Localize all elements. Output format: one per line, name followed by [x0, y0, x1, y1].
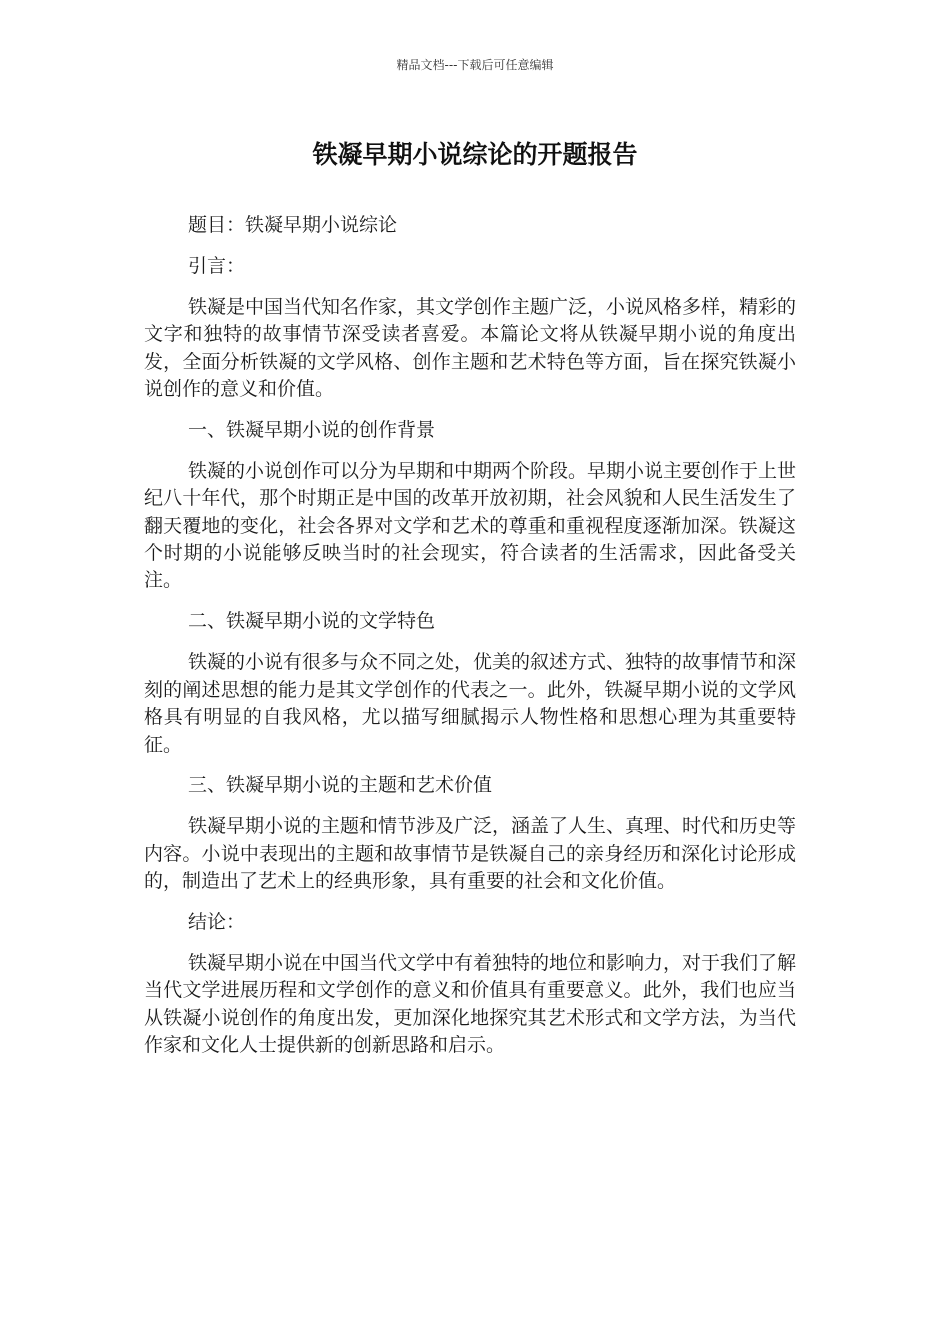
section-heading-1: 一、铁凝早期小说的创作背景 [188, 418, 436, 441]
conclusion-paragraph: 铁凝早期小说在中国当代文学中有着独特的地位和影响力，对于我们了解当代文学进展历程和文学创作的意义和价值具有重要意义。此外，我们也应当从铁凝小说创作的角度出发，更加深化地探究其艺术形式和文学方法，为当代作家和文化人士提供新的创新思路和启示。 [144, 951, 797, 1057]
section-paragraph-3: 铁凝早期小说的主题和情节涉及广泛，涵盖了人生、真理、时代和历史等内容。小说中表现出的主题和故事情节是铁凝自己的亲身经历和深化讨论形成的，制造出了艺术上的经典形象，具有重要的社会和文化价值。 [144, 815, 797, 893]
document-body [144, 212, 796, 1073]
intro-heading: 引言： [188, 254, 246, 277]
header-note: 精品文档---下载后可任意编辑 [396, 58, 554, 72]
topic-line: 题目：铁凝早期小说综论 [188, 214, 398, 236]
intro-paragraph: 铁凝是中国当代知名作家，其文学创作主题广泛，小说风格多样，精彩的文字和独特的故事情节深受读者喜爱。本篇论文将从铁凝早期小说的角度出发，全面分析铁凝的文学风格、创作主题和艺术特色等方面，旨在探究铁凝小说创作的意义和价值。 [144, 295, 797, 401]
conclusion-heading: 结论： [188, 911, 246, 934]
section-paragraph-2: 铁凝的小说有很多与众不同之处，优美的叙述方式、独特的故事情节和深刻的阐述思想的能力是其文学创作的代表之一。此外，铁凝早期小说的文学风格具有明显的自我风格，尤以描写细腻揭示人物性格和思想心理为其重要特征。 [144, 651, 797, 756]
section-heading-3: 三、铁凝早期小说的主题和艺术价值 [188, 774, 493, 797]
section-heading-2: 二、铁凝早期小说的文学特色 [188, 610, 436, 633]
document-title: 铁凝早期小说综论的开题报告 [312, 140, 638, 169]
section-paragraph-1: 铁凝的小说创作可以分为早期和中期两个阶段。早期小说主要创作于上世纪八十年代，那个时期正是中国的改革开放初期，社会风貌和人民生活发生了翻天覆地的变化，社会各界对文学和艺术的尊重和重视程度逐渐加深。铁凝这个时期的小说能够反映当时的社会现实，符合读者的生活需求，因此备受关注。 [144, 459, 797, 592]
